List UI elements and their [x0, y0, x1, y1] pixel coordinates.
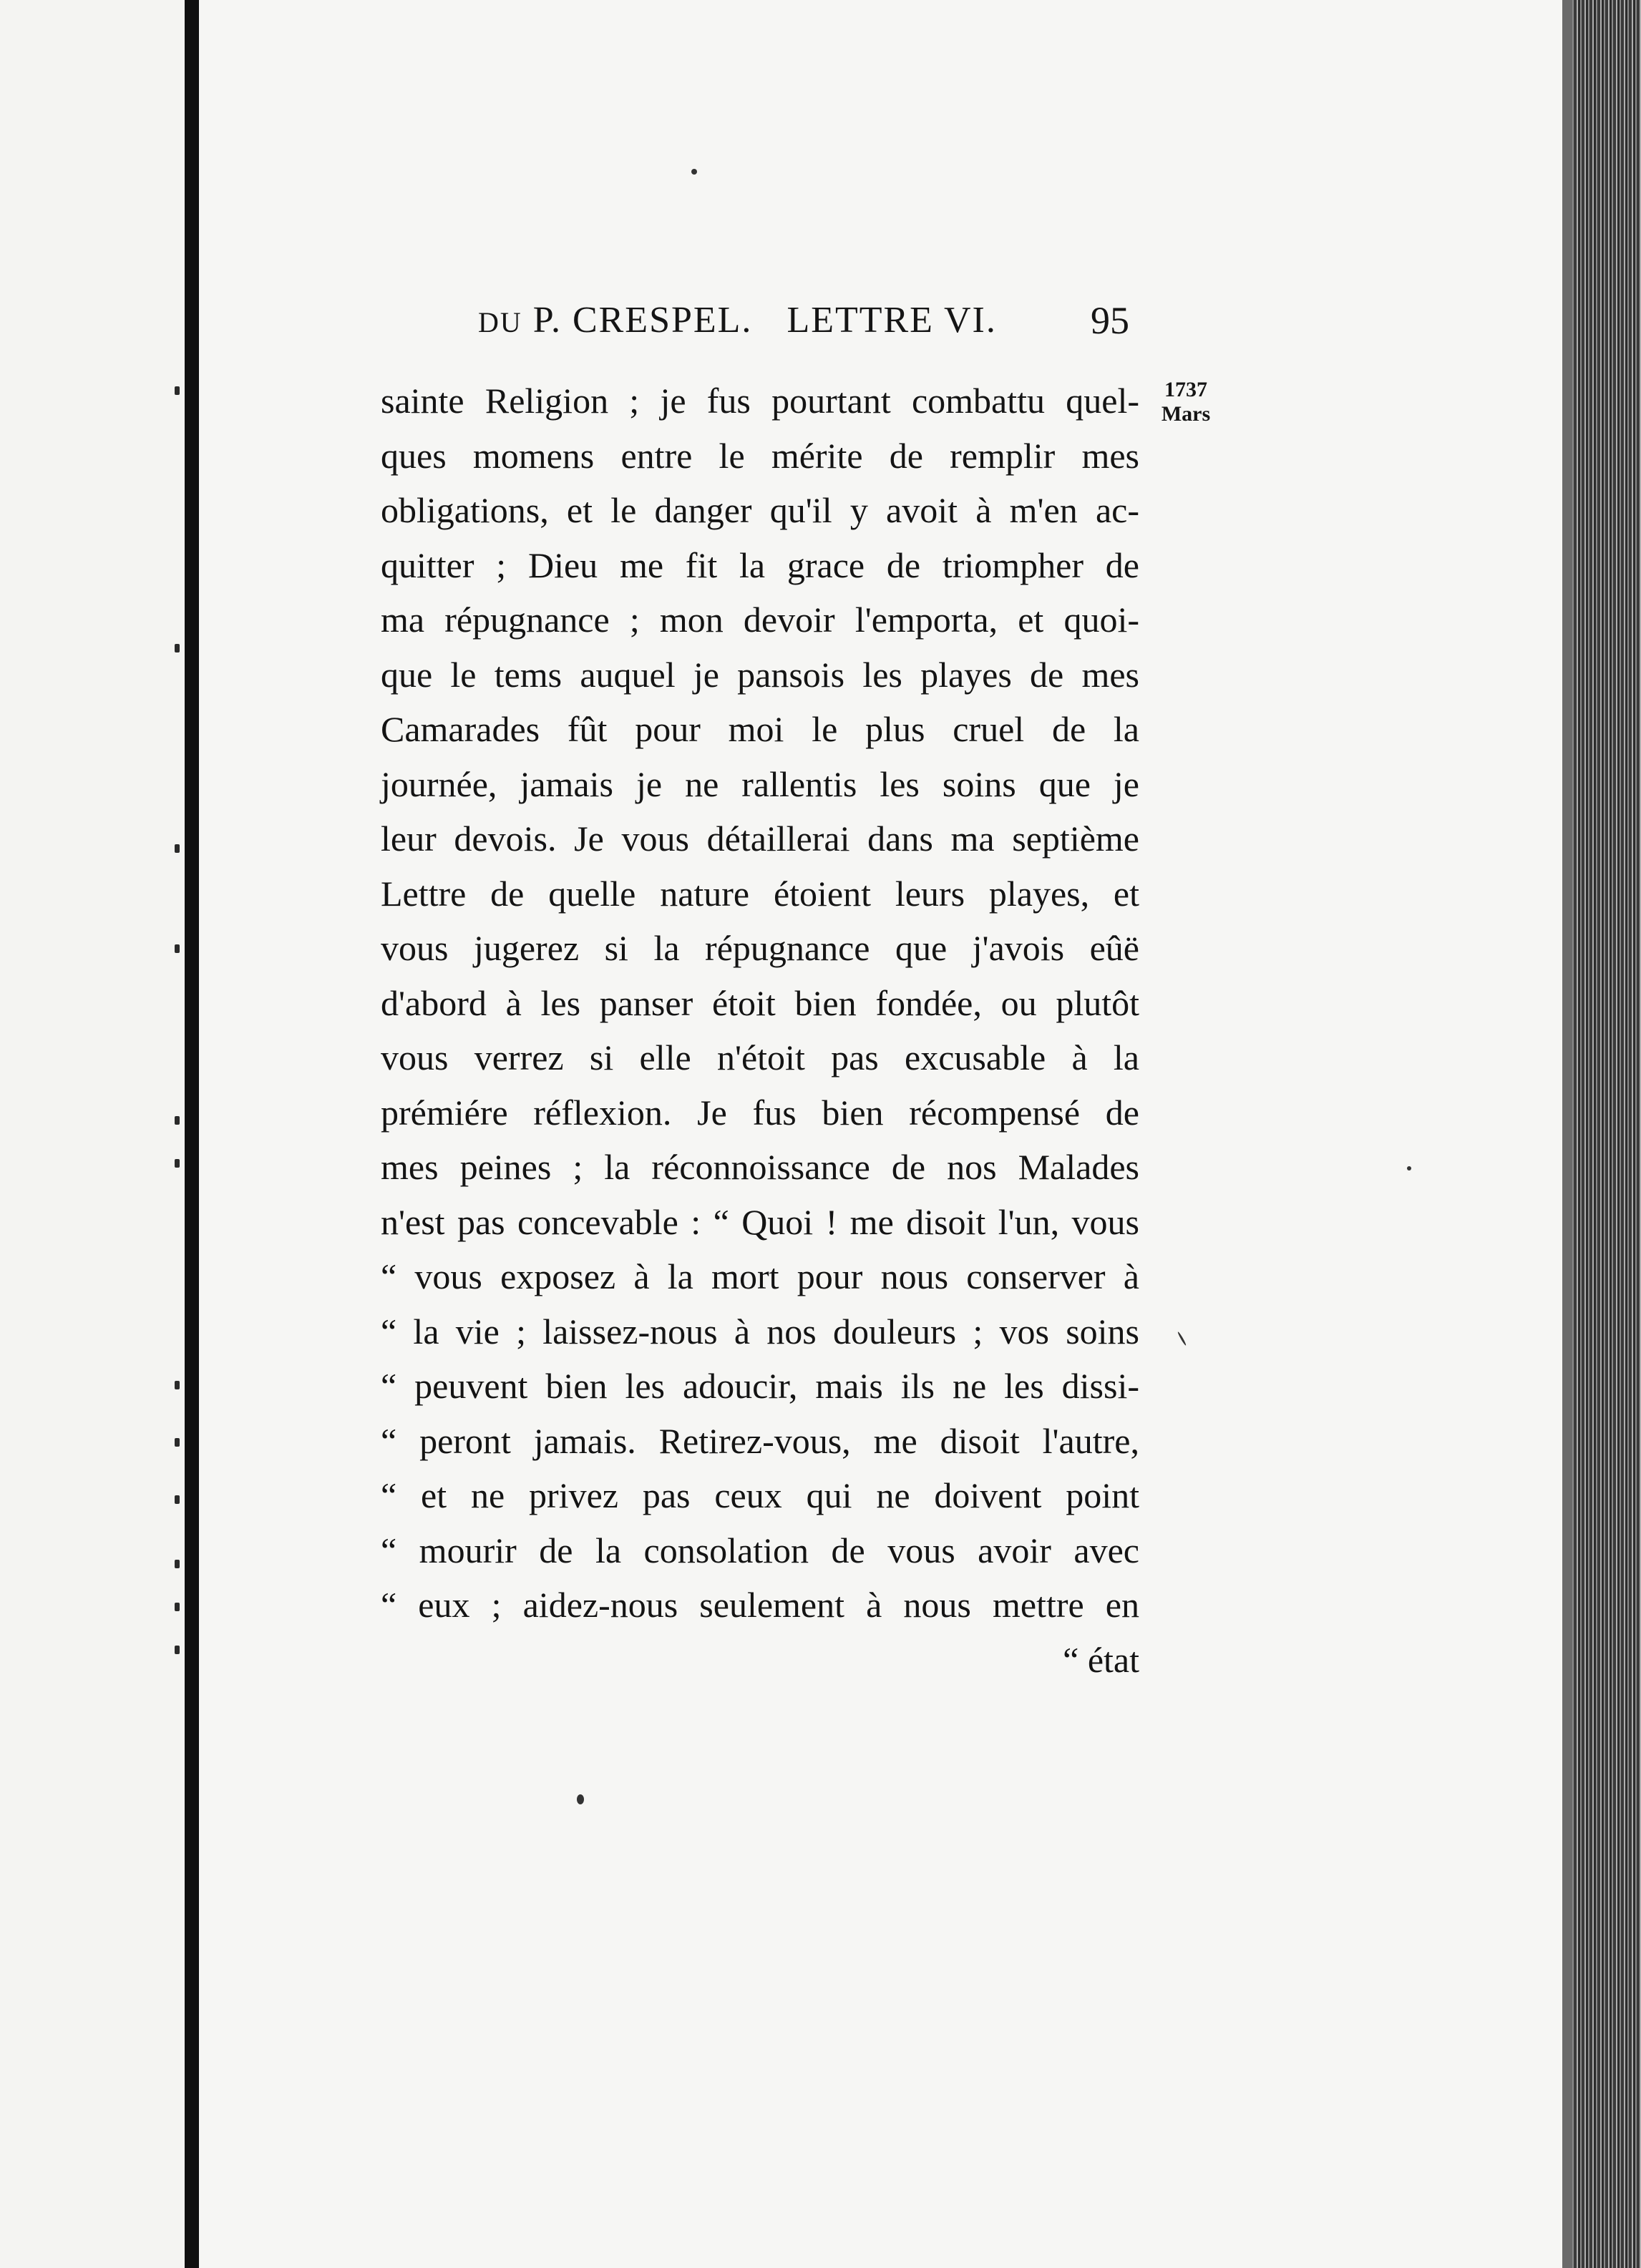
text-line: “ eux ; aidez-nous seulement à nous mettre en [381, 1585, 1139, 1625]
bleed-mark [175, 644, 180, 652]
text-line: sainte Religion ; je fus pourtant combattu quel- [381, 381, 1139, 421]
text-line: “ et ne privez pas ceux qui ne doivent point [381, 1475, 1139, 1515]
bleed-mark [175, 1603, 180, 1611]
margin-month: Mars [1161, 402, 1211, 426]
body-text [381, 373, 1139, 1687]
ink-speck [1407, 1166, 1411, 1170]
ink-speck [577, 1794, 584, 1804]
text-line: vous jugerez si la répugnance que j'avois eûë [381, 928, 1139, 968]
page-number: 95 [1091, 299, 1129, 342]
text-line: quitter ; Dieu me fit la grace de triompher de [381, 544, 1139, 585]
text-line: prémiére réflexion. Je fus bien récompensé de [381, 1092, 1139, 1133]
running-title-letter: LETTRE VI. [787, 300, 997, 341]
text-line: Camarades fût pour moi le plus cruel de la [381, 709, 1139, 749]
left-page-edge [0, 0, 185, 2268]
text-line: journée, jamais je ne rallentis les soins que je [381, 763, 1139, 804]
bleed-mark [175, 844, 180, 853]
page-stack-shadow [1562, 0, 1572, 2268]
bleed-mark [175, 1381, 180, 1389]
text-line: Lettre de quelle nature étoient leurs playes, et [381, 873, 1139, 914]
text-line: obligations, et le danger qu'il y avoit à m'en ac- [381, 490, 1139, 530]
bleed-mark [175, 1438, 180, 1447]
text-line: “ peront jamais. Retirez-vous, me disoit l'autre, [381, 1420, 1139, 1461]
text-line: ques momens entre le mérite de remplir mes [381, 435, 1139, 476]
bleed-mark [175, 944, 180, 953]
text-line: que le tems auquel je pansois les playes de mes [381, 654, 1139, 695]
text-line: “ peuvent bien les adoucir, mais ils ne les dissi- [381, 1366, 1139, 1406]
bleed-mark [175, 1495, 180, 1504]
text-line: n'est pas concevable : “ Quoi ! me disoit l'un, vous [381, 1201, 1139, 1242]
margin-date-note [1154, 378, 1218, 426]
bleed-mark [175, 1159, 180, 1168]
catchword: “ état [1063, 1639, 1139, 1680]
bleed-mark [175, 1116, 180, 1125]
bleed-mark [175, 386, 180, 395]
text-line: “ mourir de la consolation de vous avoir avec [381, 1530, 1139, 1570]
bleed-mark [175, 1646, 180, 1654]
text-line: ma répugnance ; mon devoir l'emporta, et quoi- [381, 600, 1139, 640]
text-line: vous verrez si elle n'étoit pas excusable à la [381, 1037, 1139, 1077]
running-header [478, 292, 1136, 349]
running-title-prefix: DU [478, 306, 522, 338]
ink-speck [691, 169, 697, 175]
binding-gutter [185, 0, 199, 2268]
running-title [478, 292, 997, 351]
page-stack-edge [1562, 0, 1641, 2268]
bleed-mark [175, 1560, 180, 1568]
margin-year: 1737 [1164, 378, 1207, 401]
text-line: “ la vie ; laissez-nous à nos douleurs ; vos soins [381, 1311, 1139, 1351]
text-line: leur devois. Je vous détaillerai dans ma septième [381, 818, 1139, 859]
text-line: d'abord à les panser étoit bien fondée, ou plutôt [381, 982, 1139, 1023]
text-line: “ vous exposez à la mort pour nous conserver à [381, 1256, 1139, 1296]
running-title-main: P. CRESPEL. [532, 300, 753, 341]
text-line: mes peines ; la réconnoissance de nos Malades [381, 1147, 1139, 1187]
